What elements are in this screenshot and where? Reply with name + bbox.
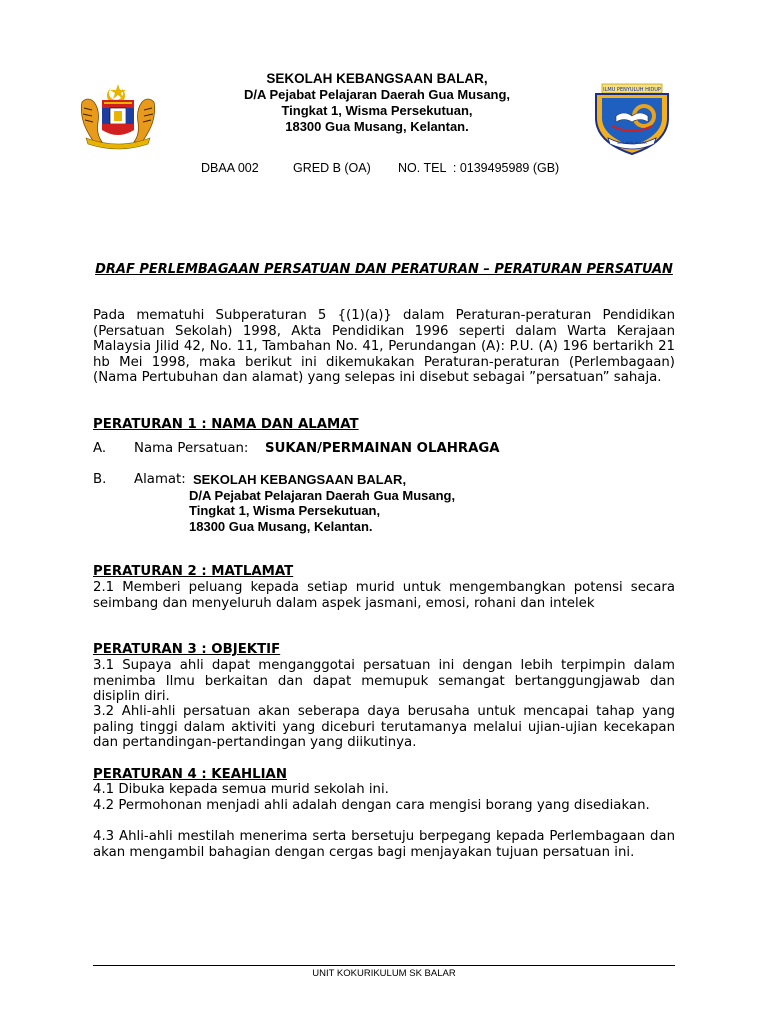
document-title: DRAF PERLEMBAGAAN PERSATUAN DAN PERATURAN – PERATURAN PERSATUAN (95, 262, 673, 277)
society-address-line-1: SEKOLAH KEBANGSAAN BALAR, (193, 472, 407, 487)
section-1-item-a (93, 441, 675, 456)
society-address-line-4: 18300 Gua Musang, Kelantan. (189, 519, 373, 534)
school-grade: GRED B (OA) (293, 161, 371, 175)
item-a-marker: A. (93, 441, 107, 456)
address-line-2: Tingkat 1, Wisma Persekutuan, (281, 103, 473, 118)
section-3-item-2: 3.2 Ahli-ahli persatuan akan seberapa daya berusaha untuk mencapai tahap yang paling tinggi dalam aktiviti yang diceburi terutamanya melalui ujian-ujian kecekapan dan pertandingan-pertandingan yang diikutinya. (93, 704, 675, 751)
school-motto-banner: ILMU PENYULUH HIDUP (603, 87, 661, 93)
section-2-item-1: 2.1 Memberi peluang kepada setiap murid untuk mengembangkan potensi secara seimbang dan menyeluruh dalam aspek jasmani, emosi, rohani dan intelek (93, 580, 675, 611)
society-address-line-3: Tingkat 1, Wisma Persekutuan, (189, 503, 381, 518)
section-1-heading: PERATURAN 1 : NAMA DAN ALAMAT (93, 417, 359, 432)
school-emblem (588, 80, 676, 158)
address-line-1: D/A Pejabat Pelajaran Daerah Gua Musang, (243, 87, 511, 102)
address-label: Alamat: (134, 472, 186, 487)
section-3-item-1: 3.1 Supaya ahli dapat menganggotai persatuan ini dengan lebih terpimpin dalam menimba Ilmu berkaitan dan dapat memupuk semangat bertanggungjawab dan disiplin diri. (93, 658, 675, 705)
section-4-item-3: 4.3 Ahli-ahli mestilah menerima serta bersetuju berpegang kepada Perlembagaan dan akan mengambil bahagian dengan cergas bagi menjayakan tujuan persatuan ini. (93, 829, 675, 860)
school-name: SEKOLAH KEBANGSAAN BALAR, (266, 71, 488, 86)
address-line-3: 18300 Gua Musang, Kelantan. (285, 119, 469, 134)
section-4-item-1: 4.1 Dibuka kepada semua murid sekolah ini. (93, 782, 389, 797)
section-3-heading: PERATURAN 3 : OBJEKTIF (93, 642, 281, 657)
section-2-heading: PERATURAN 2 : MATLAMAT (93, 564, 294, 579)
school-emblem-ribbon: SEK. KEB. BALAR (617, 141, 647, 145)
society-address-line-2: D/A Pejabat Pelajaran Daerah Gua Musang, (189, 488, 456, 503)
coat-of-arms-emblem (78, 82, 158, 150)
footer-divider (93, 965, 675, 966)
society-name-label: Nama Persatuan: (134, 441, 249, 456)
intro-paragraph: Pada mematuhi Subperaturan 5 {(1)(a)} dalam Peraturan-peraturan Pendidikan (Persatuan Sekolah) 1998, Akta Pendidikan 1996 seperti dalam Warta Kerajaan Malaysia Jilid 42, No. 11, Tambahan No. 41, Perundangan (A): P.U. (A) 196 bertarikh 21 hb Mei 1998, maka berikut ini dikemukakan Peraturan-peraturan (Perlembagaan) (Nama Pertubuhan dan alamat) yang selepas ini disebut sebagai ”persatuan” sahaja. (93, 308, 675, 386)
section-4-heading: PERATURAN 4 : KEAHLIAN (93, 767, 287, 782)
footer-text: UNIT KOKURIKULUM SK BALAR (312, 968, 456, 979)
item-b-marker: B. (93, 472, 107, 487)
section-4-item-2: 4.2 Permohonan menjadi ahli adalah dengan cara mengisi borang yang disediakan. (93, 798, 650, 813)
school-phone: NO. TEL : 0139495989 (GB) (398, 161, 560, 175)
society-name-value: SUKAN/PERMAINAN OLAHRAGA (265, 441, 500, 456)
section-1-item-b (93, 472, 675, 487)
school-code: DBAA 002 (201, 161, 259, 175)
